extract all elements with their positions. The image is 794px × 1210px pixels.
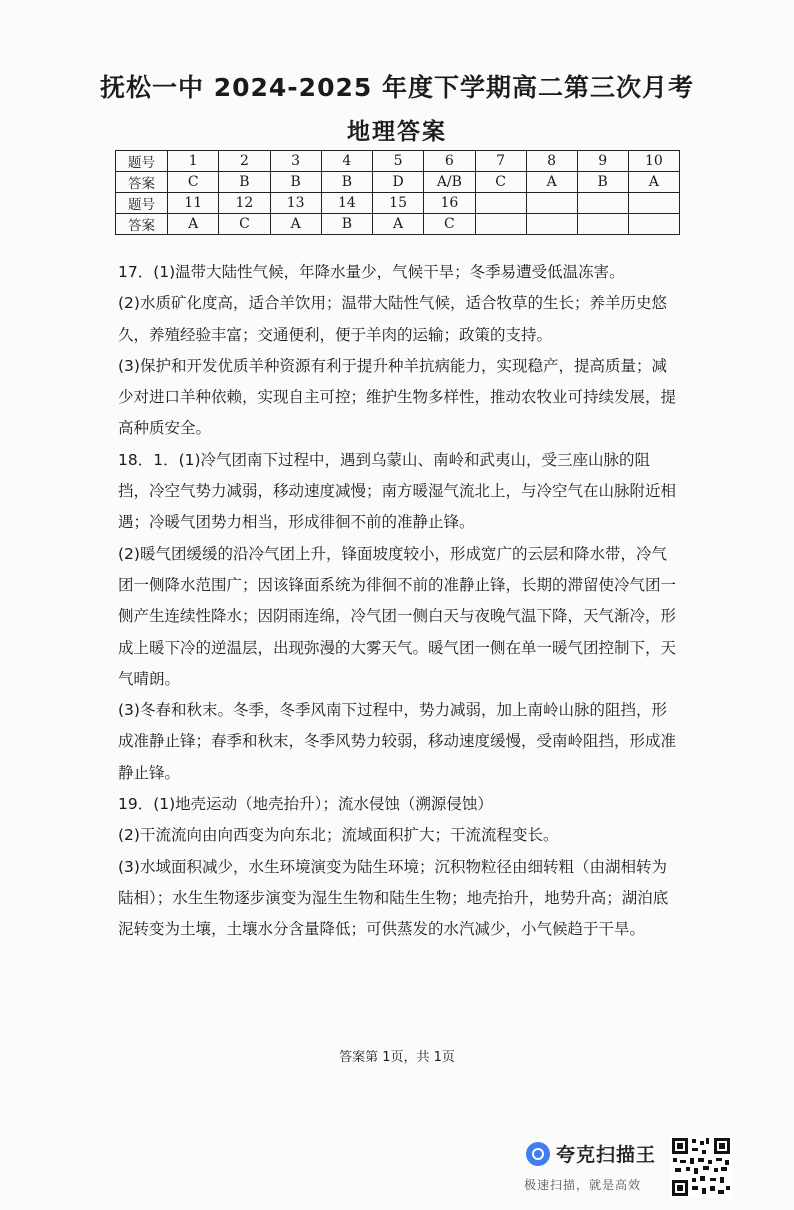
- answer-table-header-cell: 答案: [116, 172, 168, 193]
- q18-line2: (2)暖气团缓缓的沿冷气团上升，锋面坡度较小，形成宽广的云层和降水带，冷气团一侧降水范围广；因该锋面系统为徘徊不前的准静止锋，长期的滞留使冷气团一侧产生连续性降水；因阴雨连绵，冷气团一侧白天与夜晚气温下降，天气渐冷，形成上暖下冷的逆温层，出现弥漫的大雾天气。暖气团一侧在单一暖气团控制下，天气晴朗。: [118, 544, 677, 688]
- answer-table-cell: [526, 214, 577, 235]
- answer-table-header-cell: 题号: [116, 193, 168, 214]
- answer-table-row: [116, 172, 680, 193]
- answer-table-cell: B: [270, 172, 321, 193]
- q17-line2: (2)水质矿化度高，适合羊饮用；温带大陆性气候，适合牧草的生长；养羊历史悠久，养殖经验丰富；交通便利，便于羊肉的运输；政策的支持。: [118, 294, 667, 344]
- answer-table-cell: A: [168, 214, 219, 235]
- answer-table-cell: [628, 193, 679, 214]
- answer-table-cell: [475, 214, 526, 235]
- answer-table-row: [116, 193, 680, 214]
- qr-code-icon: [670, 1136, 732, 1198]
- answer-table-cell: B: [577, 172, 628, 193]
- answer-table-cell: A: [372, 214, 423, 235]
- answer-table-cell: 12: [219, 193, 270, 214]
- q17-line3: (3)保护和开发优质羊种资源有利于提升种羊抗病能力，实现稳产，提高质量；减少对进口羊种依赖，实现自主可控；维护生物多样性，推动农牧业可持续发展，提高种质安全。: [118, 356, 677, 438]
- answer-table-cell: 2: [219, 151, 270, 172]
- answer-table-cell: [475, 193, 526, 214]
- answer-table-cell: 14: [321, 193, 372, 214]
- answer-table-cell: C: [168, 172, 219, 193]
- answer-table-cell: D: [372, 172, 423, 193]
- answer-table-header-cell: 答案: [116, 214, 168, 235]
- answer-table-cell: [628, 214, 679, 235]
- answer-table-cell: [577, 193, 628, 214]
- answer-table-cell: 3: [270, 151, 321, 172]
- answer-table: [115, 150, 680, 235]
- answer-table-cell: B: [219, 172, 270, 193]
- answer-table-cell: [526, 193, 577, 214]
- answer-body: [118, 257, 678, 946]
- answer-table-cell: 13: [270, 193, 321, 214]
- answer-table-header-cell: 题号: [116, 151, 168, 172]
- answer-table-cell: 9: [577, 151, 628, 172]
- watermark-slogan: 极速扫描，就是高效: [524, 1178, 642, 1192]
- answer-table-cell: 11: [168, 193, 219, 214]
- exam-title: 抚松一中 2024-2025 年度下学期高二第三次月考: [100, 73, 694, 102]
- q19-line1: 19．(1)地壳运动（地壳抬升）；流水侵蚀（溯源侵蚀）: [118, 795, 493, 814]
- q19-line3: (3)水域面积减少，水生环境演变为陆生环境；沉积物粒径由细转粗（由湖相转为陆相）；水生生物逐步演变为湿生生物和陆生生物；地壳抬升，地势升高；湖泊底泥转变为土壤，土壤水分含量降低；可供蒸发的水汽减少，小气候趋于干旱。: [118, 857, 669, 939]
- exam-subtitle: 地理答案: [347, 119, 447, 145]
- answer-table-cell: 6: [424, 151, 475, 172]
- answer-table-cell: A/B: [424, 172, 475, 193]
- answer-table-cell: [577, 214, 628, 235]
- answer-table-cell: A: [628, 172, 679, 193]
- answer-table-cell: C: [475, 172, 526, 193]
- answer-table-cell: A: [526, 172, 577, 193]
- quark-logo-icon: [526, 1142, 550, 1166]
- answer-table-cell: C: [424, 214, 475, 235]
- answer-table-cell: B: [321, 172, 372, 193]
- answer-table-cell: 5: [372, 151, 423, 172]
- q17-line1: 17．(1)温带大陆性气候，年降水量少，气候干旱；冬季易遭受低温冻害。: [118, 263, 625, 281]
- answer-table-cell: C: [219, 214, 270, 235]
- answer-table-row: [116, 151, 680, 172]
- answer-table-cell: 16: [424, 193, 475, 214]
- answer-table-cell: 10: [628, 151, 679, 172]
- answer-table-cell: 4: [321, 151, 372, 172]
- q18-line1: 18．1．(1)冷气团南下过程中，遇到乌蒙山、南岭和武夷山，受三座山脉的阻挡，冷空气势力减弱，移动速度减慢；南方暖湿气流北上，与冷空气在山脉附近相遇；冷暖气团势力相当，形成徘徊不前的准静止锋。: [118, 450, 677, 532]
- answer-table-row: [116, 214, 680, 235]
- q18-line3: (3)冬春和秋末。冬季，冬季风南下过程中，势力减弱，加上南岭山脉的阻挡，形成准静止锋；春季和秋末，冬季风势力较弱，移动速度缓慢，受南岭阻挡，形成准静止锋。: [118, 701, 677, 782]
- answer-table-cell: 8: [526, 151, 577, 172]
- answer-table-cell: 15: [372, 193, 423, 214]
- answer-table-cell: B: [321, 214, 372, 235]
- watermark-brand: 夸克扫描王: [556, 1144, 657, 1166]
- q19-line2: (2)干流流向由向西变为向东北；流域面积扩大；干流流程变长。: [118, 826, 559, 845]
- page-footer: 答案第 1页，共 1页: [339, 1050, 455, 1065]
- answer-table-cell: 1: [168, 151, 219, 172]
- answer-table-cell: 7: [475, 151, 526, 172]
- answer-table-cell: A: [270, 214, 321, 235]
